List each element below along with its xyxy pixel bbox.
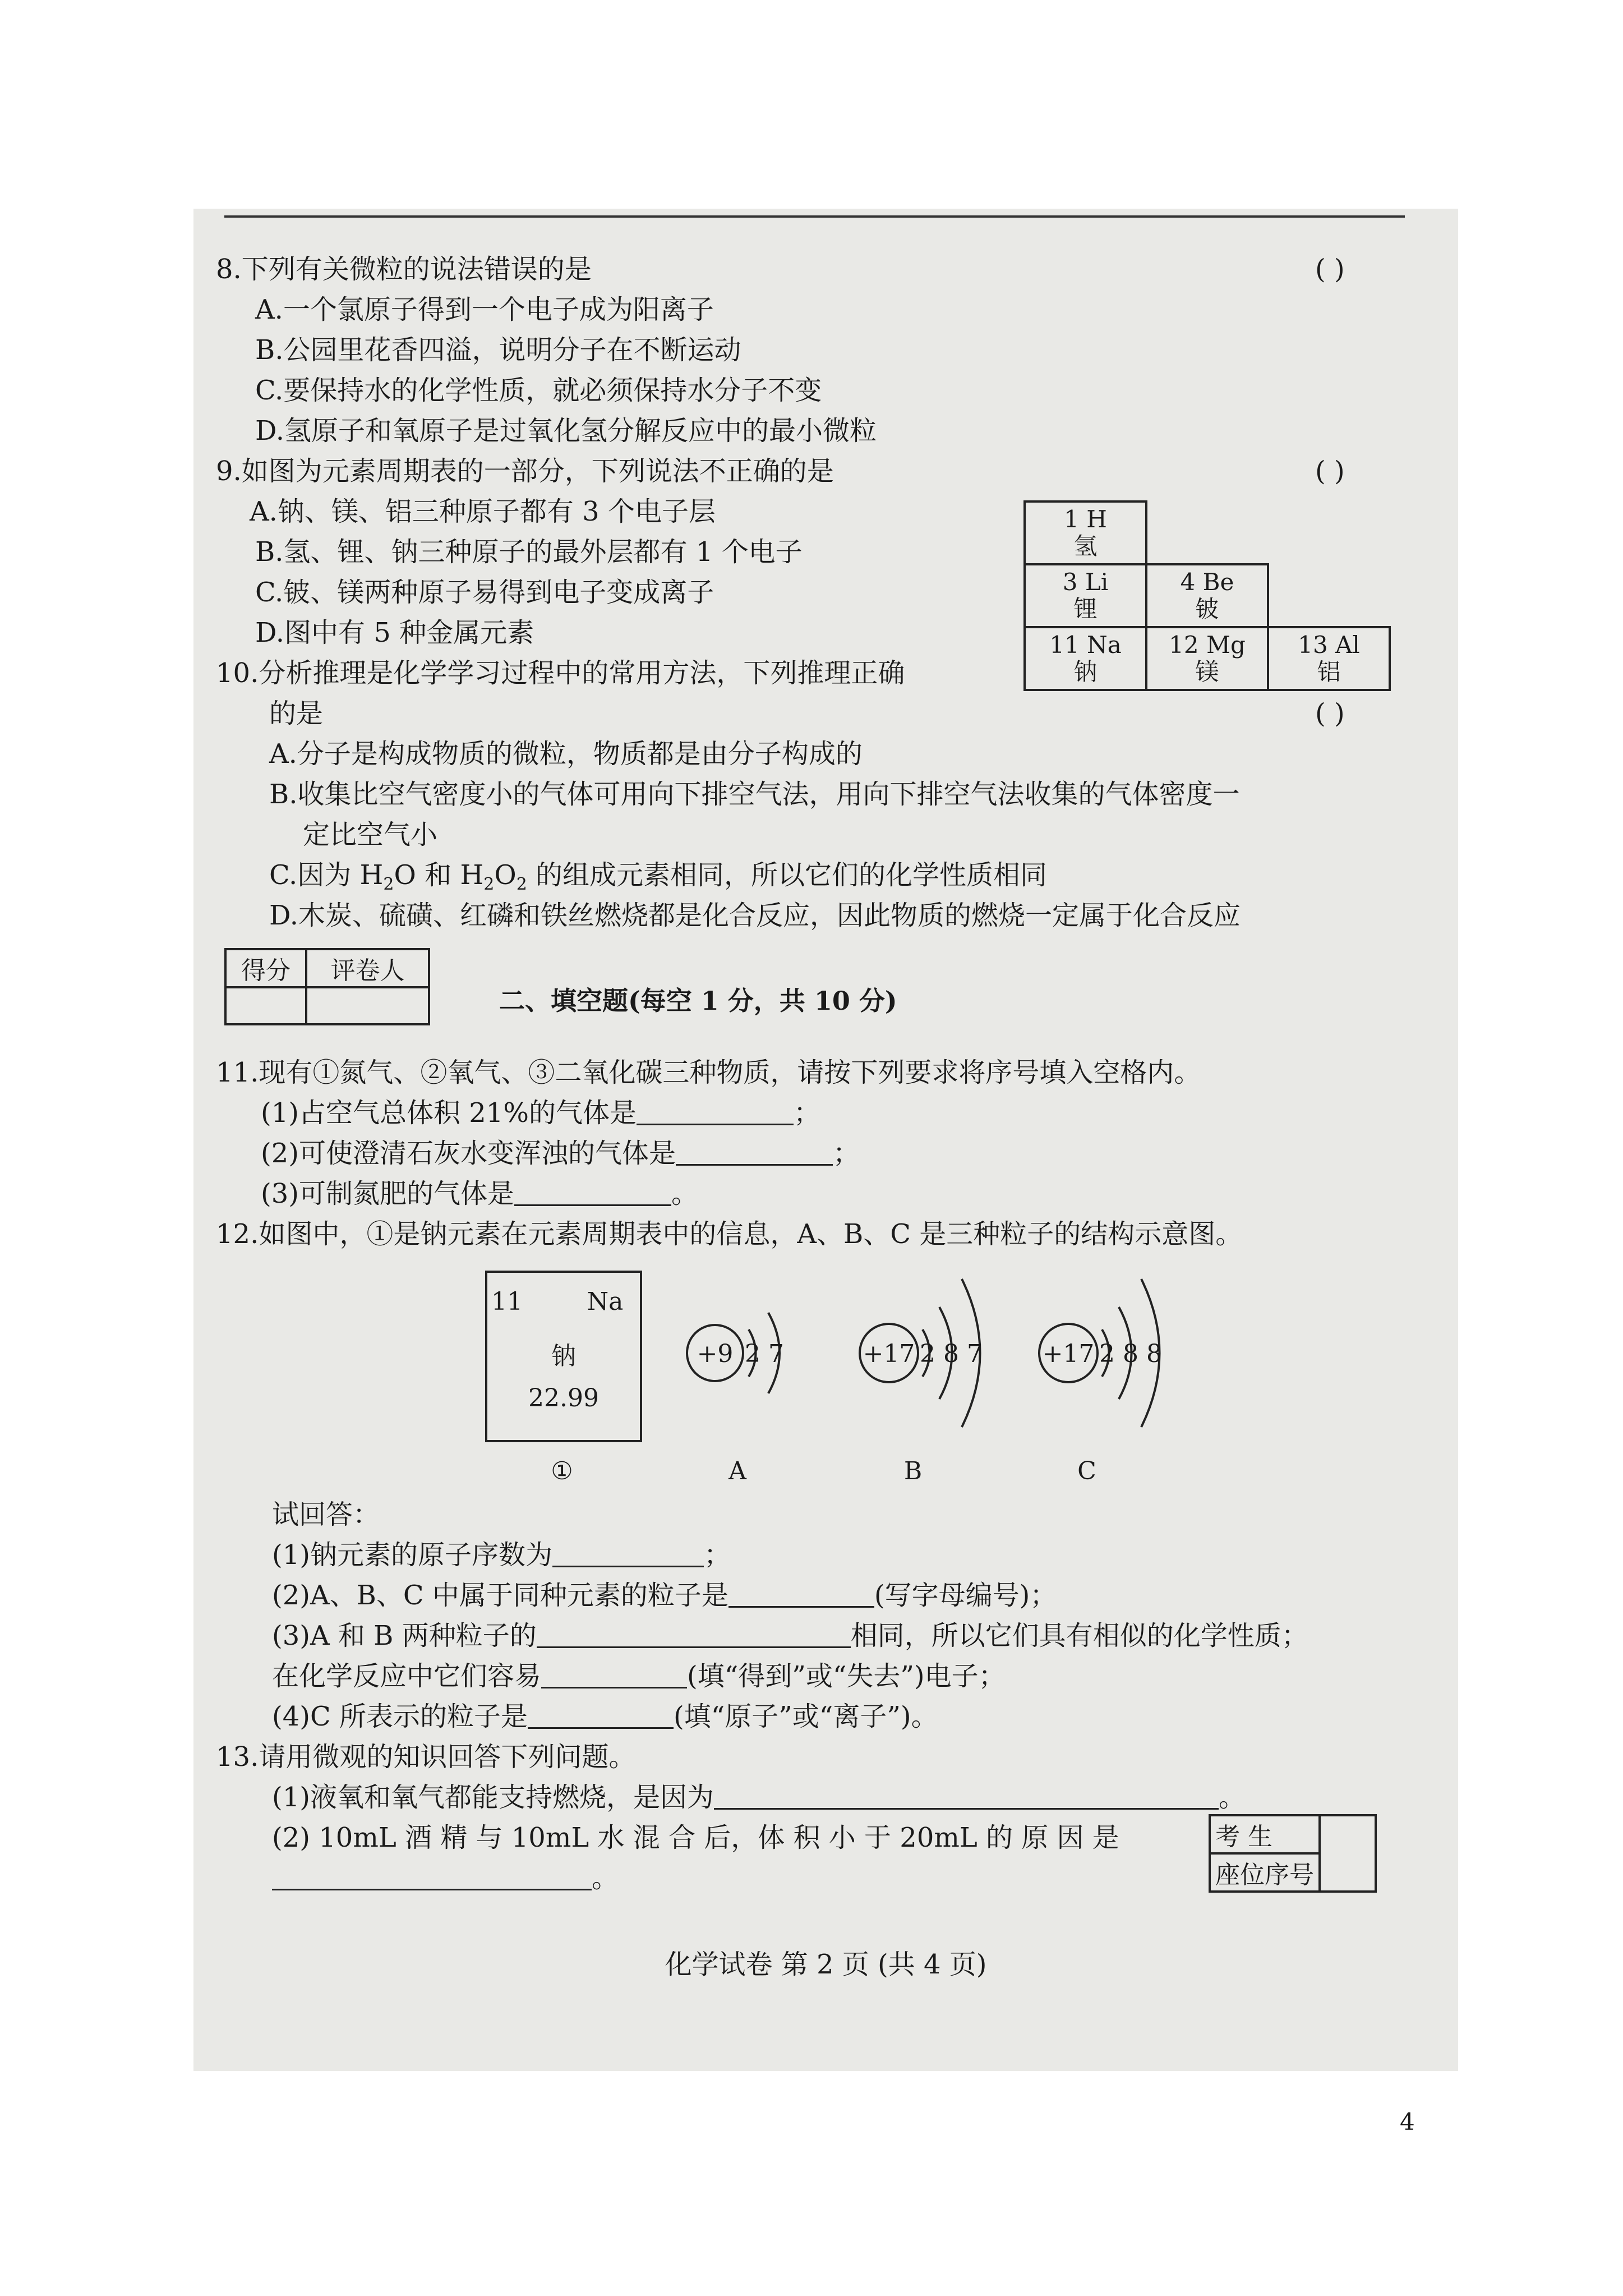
atom-a <box>687 1313 784 1393</box>
q10-option-c: C.因为 $H_2O$ 和 $H_2O_2$ 的组成元素相同，所以它们的化学性质相同 <box>269 859 1048 894</box>
q12-part4: (4)C 所表示的粒子是 (填“原子”或“离子”)。 <box>272 1701 938 1732</box>
q9-option-a: A.钠、镁、铝三种原子都有 3 个电子层 <box>250 496 716 527</box>
svg-text:2 8 7: 2 8 7 <box>920 1340 983 1368</box>
caption-a: A <box>728 1457 746 1485</box>
q10-option-b-line2: 定比空气小 <box>303 819 438 850</box>
pt-cell-li: 3 Li 锂 <box>1025 564 1146 627</box>
svg-text:+17: +17 <box>863 1340 915 1368</box>
seat-label-line2: 座位序号 <box>1210 1853 1320 1892</box>
q12-stem: 12.如图中，①是钠元素在元素周期表中的信息，A、B、C 是三种粒子的结构示意图。 <box>216 1218 1243 1250</box>
q10-answer-paren: ( ) <box>1315 698 1345 729</box>
q8-option-a: A.一个氯原子得到一个电子成为阳离子 <box>255 294 714 325</box>
q13-part2: (2) 10mL 酒 精 与 10mL 水 混 合 后，体 积 小 于 20mL 的 原 因 是 <box>272 1822 1119 1853</box>
score-table <box>224 948 430 1025</box>
q9-option-d: D.图中有 5 种金属元素 <box>255 617 534 648</box>
na-atomic-number: 11 <box>491 1287 523 1316</box>
atom-c <box>1039 1279 1162 1427</box>
grader-cell <box>306 987 429 1024</box>
caption-1: ① <box>551 1457 573 1485</box>
q9-answer-paren: ( ) <box>1315 455 1345 487</box>
pt-cell-al: 13 Al 铝 <box>1268 627 1390 690</box>
q8-option-c: C.要保持水的化学性质，就必须保持水分子不变 <box>255 375 822 406</box>
q8-stem: 8.下列有关微粒的说法错误的是 <box>216 254 592 285</box>
na-atomic-mass: 22.99 <box>528 1384 599 1412</box>
pt-cell-be: 4 Be 铍 <box>1146 564 1268 627</box>
q9-option-b: B.氢、锂、钠三种原子的最外层都有 1 个电子 <box>255 536 803 568</box>
q11-stem: 11.现有①氮气、②氧气、③二氧化碳三种物质，请按下列要求将序号填入空格内。 <box>216 1057 1201 1088</box>
atom-structure-diagrams <box>670 1263 1220 1443</box>
q12-part1: (1)钠元素的原子序数为 ； <box>272 1539 731 1571</box>
q10-stem-line1: 10.分析推理是化学学习过程中的常用方法，下列推理正确 <box>216 657 905 689</box>
q11-part2: (2)可使澄清石灰水变浑浊的气体是 ； <box>261 1138 860 1169</box>
q9-option-c: C.铍、镁两种原子易得到电子变成离子 <box>255 577 714 608</box>
svg-text:2 8 8: 2 8 8 <box>1099 1340 1162 1368</box>
sodium-element-card <box>485 1271 642 1442</box>
pt-cell-na: 11 Na 钠 <box>1025 627 1146 690</box>
q10-option-d: D.木炭、硫磺、红磷和铁丝燃烧都是化合反应，因此物质的燃烧一定属于化合反应 <box>269 900 1241 931</box>
seat-number-cell <box>1320 1815 1376 1892</box>
q9-stem: 9.如图为元素周期表的一部分，下列说法不正确的是 <box>216 455 834 487</box>
page-number: 4 <box>1400 2108 1415 2136</box>
periodic-table-excerpt <box>1023 500 1391 691</box>
seat-number-box <box>1209 1814 1377 1893</box>
q11-part1: (1)占空气总体积 21%的气体是 ； <box>261 1097 820 1129</box>
na-name: 钠 <box>551 1342 576 1370</box>
caption-c: C <box>1077 1457 1096 1485</box>
q10-option-b-line1: B.收集比空气密度小的气体可用向下排空气法，用向下排空气法收集的气体密度一 <box>269 779 1240 810</box>
q8-option-d: D.氢原子和氧原子是过氧化氢分解反应中的最小微粒 <box>255 415 877 447</box>
na-symbol: Na <box>587 1287 624 1316</box>
q13-part2-answer: 。 <box>272 1861 619 1895</box>
section-title: 二、填空题(每空 1 分，共 10 分) <box>499 986 897 1016</box>
q8-answer-paren: ( ) <box>1315 254 1345 285</box>
q10-stem-line2: 的是 <box>269 698 324 729</box>
svg-text:+17: +17 <box>1042 1340 1095 1368</box>
exam-page-photo <box>193 209 1458 2071</box>
q13-stem: 13.请用微观的知识回答下列问题。 <box>216 1741 636 1773</box>
pt-cell-mg: 12 Mg 镁 <box>1146 627 1268 690</box>
atom-b <box>860 1279 983 1427</box>
q11-part3: (3)可制氮肥的气体是 。 <box>261 1178 699 1209</box>
caption-b: B <box>903 1457 923 1485</box>
score-header: 得分 <box>225 949 306 987</box>
q13-part1: (1)液氧和氧气都能支持燃烧，是因为 。 <box>272 1782 1246 1813</box>
q12-part2: (2)A、B、C 中属于同种元素的粒子是 (写字母编号)； <box>272 1580 1057 1611</box>
score-cell <box>225 987 306 1024</box>
q8-option-b: B.公园里花香四溢，说明分子在不断运动 <box>255 334 741 366</box>
seat-label-line1: 考 生 <box>1210 1815 1320 1853</box>
q12-part3b: 在化学反应中它们容易 (填“得到”或“失去”)电子； <box>272 1660 1006 1692</box>
top-rule <box>224 215 1405 218</box>
q12-part3: (3)A 和 B 两种粒子的 相同，所以它们具有相似的化学性质； <box>272 1620 1308 1651</box>
q12-answer-intro: 试回答： <box>272 1499 380 1530</box>
svg-text:2 7: 2 7 <box>745 1340 784 1368</box>
q10-option-a: A.分子是构成物质的微粒，物质都是由分子构成的 <box>269 738 863 770</box>
page-footer: 化学试卷 第 2 页 (共 4 页) <box>665 1949 987 1980</box>
grader-header: 评卷人 <box>306 949 429 987</box>
pt-cell-h: 1 H 氢 <box>1025 501 1146 564</box>
svg-text:+9: +9 <box>697 1340 734 1368</box>
